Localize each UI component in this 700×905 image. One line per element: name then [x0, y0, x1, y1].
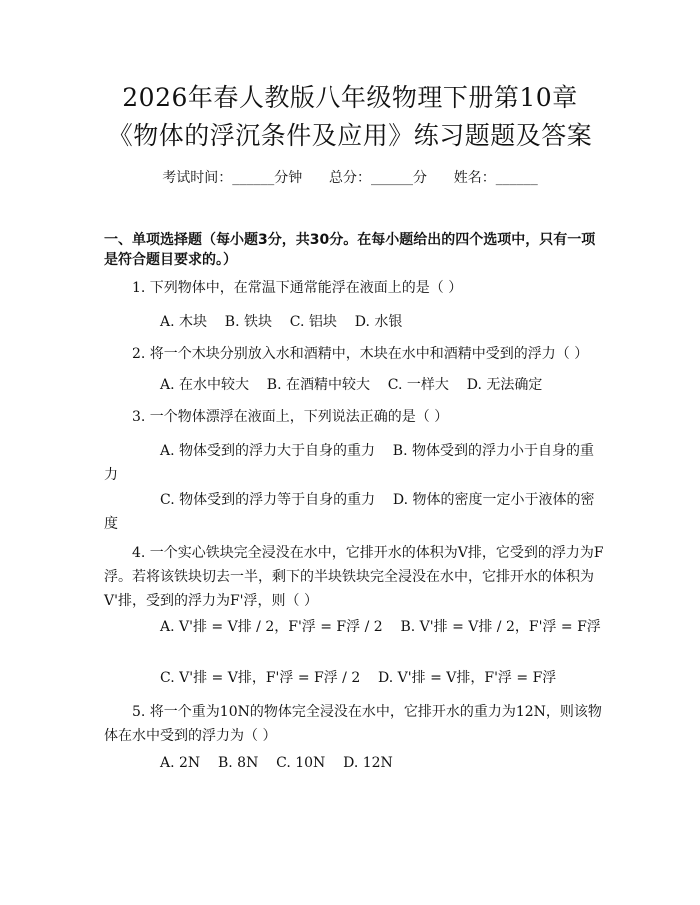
question-2-options: A. 在水中较大 B. 在酒精中较大 C. 一样大 D. 无法确定	[160, 377, 543, 393]
question-4-stem: 4. 一个实心铁块完全浸没在水中，它排开水的体积为V排，它受到的浮力为F浮。若将该铁块切去一半，剩下的半块铁块完全浸没在水中，它排开水的体积为V'排，受到的浮力为F'浮，则（ ）	[104, 545, 604, 609]
question-4-options-cd: C. V'排 = V排，F'浮 = F浮 / 2 D. V'排 = V排，F'浮 = F浮	[160, 670, 557, 686]
question-3-options-cd: C. 物体受到的浮力等于自身的重力 D. 物体的密度一定小于液体的密度	[104, 492, 595, 532]
section-heading-line-1: 一、单项选择题（每小题3分，共30分。在每小题给出的四个选项中，只有一项	[104, 232, 596, 248]
question-5-options: A. 2N B. 8N C. 10N D. 12N	[160, 755, 393, 771]
document-title-line-2: 《物体的浮沉条件及应用》练习题题及答案	[107, 121, 593, 150]
question-1-stem: 1. 下列物体中，在常温下通常能浮在液面上的是（ ）	[132, 280, 463, 296]
question-3-options-ab: A. 物体受到的浮力大于自身的重力 B. 物体受到的浮力小于自身的重力	[104, 443, 594, 483]
question-2-stem: 2. 将一个木块分别放入水和酒精中，木块在水中和酒精中受到的浮力（ ）	[132, 346, 589, 362]
section-heading-line-2: 是符合题目要求的。）	[104, 252, 237, 268]
question-5-stem: 5. 将一个重为10N的物体完全浸没在水中，它排开水的重力为12N，则该物体在水中受到的浮力为（ ）	[104, 704, 602, 744]
exam-info-line: 考试时间：______分钟 总分：______分 姓名：______	[162, 170, 538, 186]
question-3-stem: 3. 一个物体漂浮在液面上，下列说法正确的是（ ）	[132, 409, 449, 425]
question-1-options: A. 木块 B. 铁块 C. 铝块 D. 水银	[160, 314, 403, 330]
question-4-options-ab: A. V'排 = V排 / 2，F'浮 = F浮 / 2 B. V'排 = V排 / 2，F'浮 = F浮	[160, 619, 601, 635]
document-title-line-1: 2026年春人教版八年级物理下册第10章	[122, 83, 578, 112]
